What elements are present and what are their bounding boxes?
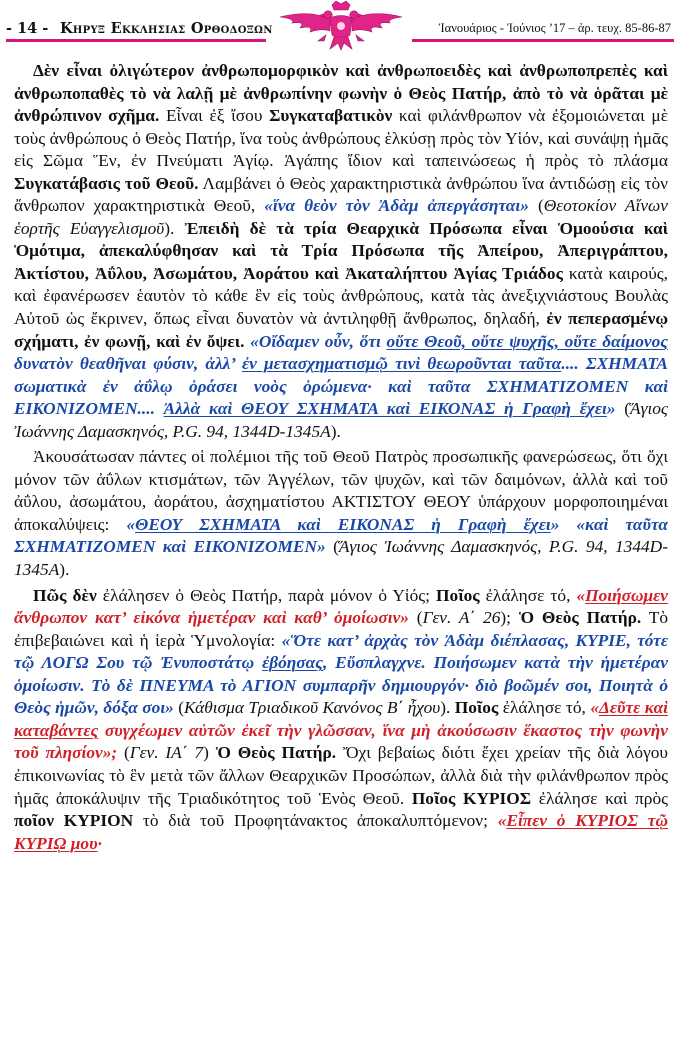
quotation-text: .... ΣΧΗΜΑΤΑ σωματικὰ ἐν ἀΰλῳ ὁράσει νοὸς ὁρώμενα· καὶ ταῦτα ΣΧΗΜΑΤΙΖΟΜΕΝ καὶ ΕΙΚΟΝΙΖΟΜΕΝ.... [14, 354, 668, 419]
quotation-text: «Ὅτε κατ’ ἀρχὰς τὸν Ἀδὰμ διέπλασας, ΚΥΡΙΕ, τότε τῷ ΛΟΓΩ Σου τῷ Ἐνυποστάτῳ [14, 630, 668, 673]
citation-text: Ἅγιος Ἰωάννης Δαμασκηνός, P.G. 94, 1344D-1345A [14, 537, 668, 580]
body-text-run: Ὁ Θεὸς Πατήρ. [215, 743, 337, 763]
body-text-run: ( [528, 196, 544, 216]
body-text-run: ἐλάλησεν ὁ Θεὸς Πατήρ, παρὰ μόνον ὁ Υἱός; [96, 585, 437, 605]
article-paragraph [14, 585, 668, 856]
body-text-run: Λαμβάνει ὁ Θεὸς χαρακτηριστικὰ ἀνθρώπου ἵνα ἀντιδώσῃ εἰς τὸν ἄνθρωπον χαρακτηριστικὰ Θεοῦ, [14, 173, 668, 216]
quotation-text: ἄνθρωπον κατ’ εἰκόνα ἡμετέραν καὶ καθ’ ὁμοίωσιν» [14, 608, 409, 628]
page-number: - 14 - [6, 20, 49, 37]
body-text-run: ( [615, 399, 631, 419]
body-text-run: ( [117, 743, 130, 763]
body-text-run: Ποῖος ΚΥΡΙΟΣ [411, 788, 532, 808]
body-text-run: ). [440, 698, 455, 718]
body-text-run: Τὸ ἐπιβεβαιώνει καὶ ἡ ἱερὰ Ὑμνολογία: [14, 608, 668, 650]
quotation-text: » «καὶ ταῦτα ΣΧΗΜΑΤΙΖΟΜΕΝ καὶ ΕΙΚΟΝΙΖΟΜΕΝ» [14, 514, 668, 557]
quotation-text: Ἀλλὰ καὶ ΘΕΟΥ ΣΧΗΜΑΤΑ καὶ ΕΙΚΟΝΑΣ ἡ Γραφὴ ἔχει [163, 399, 607, 419]
body-text-run: ἐν πεπερασμένῳ σχήματι, ἐν φωνῇ, καὶ ἐν ὄψει. [14, 309, 668, 351]
body-text-run: τὸ διὰ τοῦ Προφητάνακτος ἀποκαλυπτόμενον; [133, 811, 498, 831]
body-text-run: ( [173, 698, 185, 718]
quotation-text: «ἵνα θεὸν τὸν Ἀδὰμ ἀπεργάσηται» [264, 196, 529, 216]
body-text-run: Ὄχι βεβαίως διότι ἔχει χρείαν τῆς διὰ λόγου ἐπικοινωνίας τὸ ἓν μετὰ τῶν ἄλλων Θεαρχικῶν Προσώπων, ἀλλὰ διὰ τὴν φιλάνθρωπον πρὸς ἡμᾶς ἀποκάλυψιν τῆς Τριαδικότητος τοῦ Ἑνὸς Θεοῦ. [14, 743, 668, 808]
citation-text: Θεοτοκίον Αἴνων ἑορτῆς Εὐαγγελισμοῦ [14, 196, 668, 238]
body-text-run: Εἶναι ἐξ ἴσου [159, 106, 270, 126]
article-body [14, 60, 668, 1044]
quotation-text: » [606, 399, 616, 419]
quotation-text: Εἶπεν ὁ ΚΥΡΙΟΣ τῷ ΚΥΡΙῼ μου [14, 811, 668, 853]
body-text-run: ); [500, 608, 519, 628]
body-text-run: Ποῖος [454, 698, 499, 718]
citation-text: Κάθισμα Τριαδικοῦ Κανόνος Β΄ ἦχου [184, 698, 441, 718]
citation-text: Ἅγιος Ἰωάννης Δαμασκηνός, P.G. 94, 1344D-1345A [14, 399, 668, 441]
quotation-text: ἐν μετασχηματισμῷ τινὶ θεωροῦνται ταῦτα [241, 354, 562, 374]
journal-title: Κηρυξ Εκκλησιας Ορθοδοξων [60, 20, 273, 37]
body-text-run: Πῶς δὲν [33, 585, 97, 605]
citation-text: Γεν. ΙΑ΄ 7 [129, 743, 204, 763]
citation-text: Γεν. Α΄ 26 [422, 608, 501, 628]
body-text-run: ). [330, 421, 341, 441]
quotation-text: δυνατὸν θεαθῆναι φύσιν, ἀλλ’ [14, 354, 242, 374]
body-text-run: Ποῖος [436, 585, 480, 605]
body-text-run: ἐλάλησε τό, [479, 585, 577, 605]
body-text-run: ἐλάλησε καὶ πρὸς [531, 788, 668, 808]
body-text-run: Ἐπειδὴ δὲ τὰ τρία Θεαρχικὰ Πρόσωπα εἶναι Ὁμοούσια καὶ Ὁμότιμα, ἀπεκαλύφθησαν καὶ τὰ Τρία Πρόσωπα τῆς Ἀπείρου, Ἀπεριγράπτου, Ἀκτίστου, Ἀΰλου, Ἀσωμάτου, Ἀοράτου καὶ Ἀκαταλήπτου Ἁγίας Τριάδος [14, 218, 668, 283]
body-text-run: ( [408, 608, 423, 628]
body-text-run: Ἀκουσάτωσαν πάντες οἱ πολέμιοι τῆς τοῦ Θεοῦ Πατρὸς προσωπικῆς φανερώσεως, ὅτι ὄχι μόνον τῶν ἀΰλων κτισμάτων, τῶν Ἀγγέλων, τῶν ψυχῶν, καὶ τῶν δαιμόνων, ἀλλὰ καὶ τοῦ ἀΰλου, ἀσωμάτου, ἀοράτου, ἀσχηματίστου ΑΚΤΙΣΤΟΥ ΘΕΟΥ ὑπάρχουν μορφοποιημέναι ἀποκαλύψεις: [14, 447, 668, 534]
quotation-text: · [97, 833, 102, 853]
body-text-run: ποῖον ΚΥΡΙΟΝ [14, 811, 134, 831]
article-paragraph [14, 60, 668, 443]
quotation-text: « [126, 514, 136, 534]
quotation-text: « [590, 698, 599, 718]
body-text-run: ἐλάλησε τό, [498, 698, 591, 718]
quotation-text: « [497, 811, 507, 831]
quotation-text: Ποιήσωμεν [585, 585, 668, 605]
issue-info: Ἰανουάριος - Ἰούνιος ’17 – ἀρ. τευχ. 85-86-87 [438, 21, 671, 35]
quotation-text: ΘΕΟΥ ΣΧΗΜΑΤΑ καὶ ΕΙΚΟΝΑΣ ἡ Γραφὴ ἔχει [135, 514, 551, 534]
body-text-run: Ὁ Θεὸς Πατήρ. [518, 608, 642, 628]
quotation-text: συγχέωμεν αὐτῶν ἐκεῖ τὴν γλῶσσαν, ἵνα μὴ ἀκούσωσιν ἕκαστος τὴν φωνὴν τοῦ πλησίον»; [14, 720, 668, 763]
body-text-run: ) [203, 743, 216, 763]
quotation-text: Δεῦτε καὶ καταβάντες [14, 698, 668, 740]
quotation-text: οὔτε Θεοῦ, οὔτε ψυχῆς, οὔτε δαίμονος [386, 331, 668, 351]
body-text-run: Συγκαταβατικὸν [269, 106, 393, 126]
header-rule-left [6, 39, 266, 42]
body-text-run: Δὲν εἶναι ὀλιγώτερον ἀνθρωπομορφικὸν καὶ ἀνθρωποειδὲς καὶ ἀνθρωποπρεπὲς καὶ ἀνθρωποπαθὲς τὸ νὰ λαλῇ μὲ ἀνθρωπίνην φωνὴν ὁ Θεὸς Πατήρ, ἀπὸ τὸ νὰ ὁρᾶται μὲ ἀνθρώπινον σχῆμα. [14, 61, 668, 126]
quotation-text: ἐβόησας [262, 653, 323, 673]
page-header [0, 0, 679, 52]
double-headed-eagle-emblem [272, 1, 410, 51]
body-text-run: ). [164, 218, 185, 238]
quotation-text: « [576, 585, 586, 605]
quotation-text: , Εὔσπλαγχνε. Ποιήσωμεν κατὰ τὴν ἡμετέραν ὁμοίωσιν. Τὸ δὲ ΠΝΕΥΜΑ τὸ ΑΓΙΟΝ συμπαρῆν δημιουργόν· διὸ βοῶμέν σοι, Ποιητὰ ὁ Θεὸς ἡμῶν, δόξα σοι» [14, 653, 668, 718]
header-rule-right [412, 39, 674, 42]
body-text-run: Συγκατάβασις τοῦ Θεοῦ. [14, 173, 199, 193]
body-text-run: ( [325, 537, 339, 557]
body-text-run: ). [59, 560, 70, 580]
body-text-run: καὶ φιλάνθρωπον νὰ ἐξομοιώνεται μὲ τοὺς ἀνθρώπους ὁ Θεὸς Πατήρ, ἵνα τοὺς ἀνθρώπους ἑλκύσῃ πρὸς τὸν Υἱόν, καὶ συνάψῃ ἡμᾶς εἰς Σῶμα Ἕν, ἐν Πνεύματι Ἁγίῳ. Ἀγάπης ἴδιον καὶ ταπεινώσεως ἡ πρὸς τὸ πλάσμα [14, 106, 668, 171]
article-paragraph [14, 446, 668, 581]
body-text-run: κατὰ καιρούς, καὶ ἐφανέρωσεν ἑαυτὸν τὸ κάθε ἓν εἰς τοὺς ἀνθρώπους, κατὰ τὰς ἀνεξιχνιάστους Βουλὰς Αὐτοῦ ὡς ἔκρινεν, ὅπως εἶναι δυνατὸν νὰ ἀντιληφθῇ ἄνθρωπος, δηλαδή, [14, 263, 668, 329]
quotation-text: «Οἴδαμεν οὖν, ὅτι [250, 331, 387, 351]
